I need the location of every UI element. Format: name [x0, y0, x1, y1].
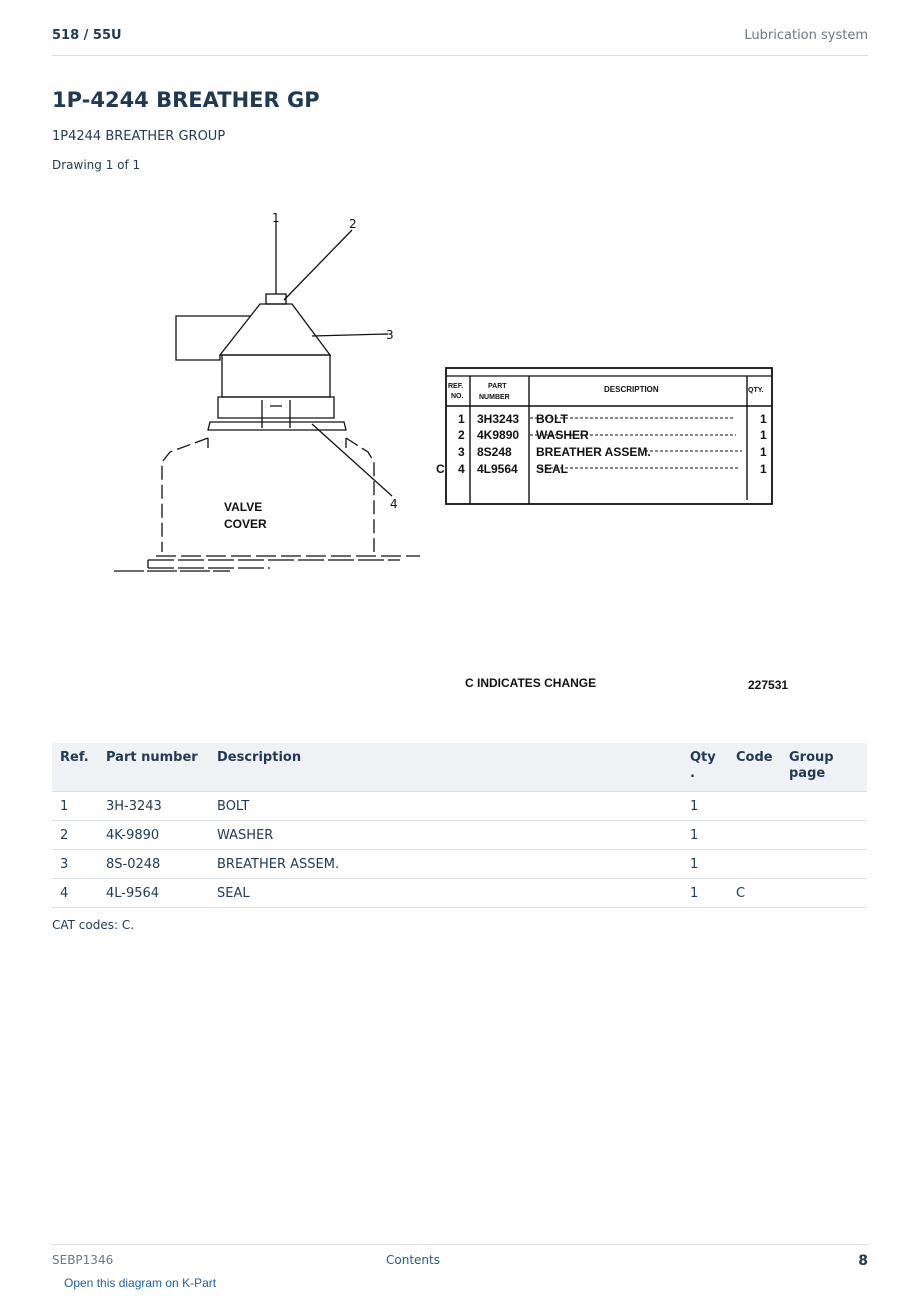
header-group-line2: page — [789, 766, 826, 781]
header-qty — [682, 743, 728, 792]
cell-ref: 1 — [52, 792, 98, 821]
section-label: Lubrication system — [744, 28, 868, 43]
inset-qty: 1 — [760, 462, 767, 476]
cell-description: BREATHER ASSEM. — [209, 850, 682, 879]
valve-cover-label-line2: COVER — [224, 517, 267, 531]
inset-qty: 1 — [760, 428, 767, 442]
cell-qty: 1 — [682, 850, 728, 879]
cell-ref: 2 — [52, 821, 98, 850]
cell-part-number: 3H-3243 — [98, 792, 209, 821]
cell-qty: 1 — [682, 821, 728, 850]
inset-change-mark: C — [436, 462, 445, 476]
inset-qty: 1 — [760, 445, 767, 459]
cell-part-number: 8S-0248 — [98, 850, 209, 879]
drawing-number: 227531 — [748, 678, 789, 692]
cell-code — [728, 850, 781, 879]
header-qty-line1: Qty — [690, 750, 716, 765]
inset-header-qty: QTY. — [748, 387, 764, 394]
header-code: Code — [728, 743, 781, 792]
cell-part-number: 4K-9890 — [98, 821, 209, 850]
cell-code: C — [728, 879, 781, 908]
page-header — [52, 28, 868, 56]
cell-qty: 1 — [682, 879, 728, 908]
cell-description: SEAL — [209, 879, 682, 908]
document-number: SEBP1346 — [52, 1253, 114, 1267]
bolt-shape — [266, 294, 286, 304]
cell-code — [728, 821, 781, 850]
cell-group-page — [781, 879, 867, 908]
callout-4: 4 — [390, 497, 398, 511]
change-note: C INDICATES CHANGE — [465, 676, 597, 690]
table-row — [52, 821, 867, 850]
header-group-line1: Group — [789, 750, 834, 765]
breather-cone-shape — [220, 304, 330, 355]
cell-group-page — [781, 792, 867, 821]
inset-ref: 1 — [458, 412, 465, 426]
cell-part-number: 4L-9564 — [98, 879, 209, 908]
page-footer — [52, 1244, 868, 1275]
cell-code — [728, 792, 781, 821]
inset-desc: WASHER — [536, 428, 589, 442]
parts-table-header-row — [52, 743, 867, 792]
inset-ref: 2 — [458, 428, 465, 442]
callout-2: 2 — [349, 217, 357, 231]
cat-codes-note: CAT codes: C. — [52, 918, 135, 932]
table-row — [52, 850, 867, 879]
header-description: Description — [209, 743, 682, 792]
table-row — [52, 792, 867, 821]
inset-part: 4L9564 — [477, 462, 518, 476]
page-title: 1P-4244 BREATHER GP — [52, 88, 320, 112]
cell-ref: 4 — [52, 879, 98, 908]
model-label: 518 / 55U — [52, 28, 122, 43]
inset-desc: BREATHER ASSEM. — [536, 445, 651, 459]
inset-header-part: PART — [488, 383, 507, 390]
parts-diagram — [100, 200, 820, 710]
seal-shape — [208, 422, 346, 430]
cell-group-page — [781, 821, 867, 850]
header-part-number: Part number — [98, 743, 209, 792]
inset-parts-table — [436, 383, 767, 476]
inset-desc: BOLT — [536, 412, 568, 426]
open-kpart-link[interactable]: Open this diagram on K-Part — [64, 1276, 217, 1290]
contents-link[interactable]: Contents — [386, 1253, 440, 1267]
inset-header-description: DESCRIPTION — [604, 385, 659, 394]
header-group-page — [781, 743, 867, 792]
inset-qty: 1 — [760, 412, 767, 426]
parts-table — [52, 743, 867, 908]
inset-ref: 4 — [458, 462, 465, 476]
table-row — [52, 879, 867, 908]
cell-description: WASHER — [209, 821, 682, 850]
valve-cover-label-line1: VALVE — [224, 500, 263, 514]
diagram-drawing — [100, 200, 820, 710]
cell-ref: 3 — [52, 850, 98, 879]
inset-part: 8S248 — [477, 445, 512, 459]
inset-ref: 3 — [458, 445, 465, 459]
inset-header-number: NUMBER — [479, 394, 510, 401]
inset-header-ref-no: NO. — [451, 393, 464, 400]
page-subtitle: 1P4244 BREATHER GROUP — [52, 129, 226, 144]
breather-body-shape — [222, 355, 330, 397]
callout-3: 3 — [386, 328, 394, 342]
inset-header-ref: REF. — [448, 383, 464, 390]
cell-description: BOLT — [209, 792, 682, 821]
inset-part: 4K9890 — [477, 428, 520, 442]
cell-group-page — [781, 850, 867, 879]
inset-part: 3H3243 — [477, 412, 520, 426]
drawing-count: Drawing 1 of 1 — [52, 158, 141, 172]
callout-labels — [272, 211, 398, 511]
page-number: 8 — [858, 1253, 868, 1269]
cell-qty: 1 — [682, 792, 728, 821]
header-ref: Ref. — [52, 743, 98, 792]
inset-desc: SEAL — [536, 462, 569, 476]
callout-1: 1 — [272, 211, 280, 225]
header-qty-line2: . — [690, 766, 695, 781]
